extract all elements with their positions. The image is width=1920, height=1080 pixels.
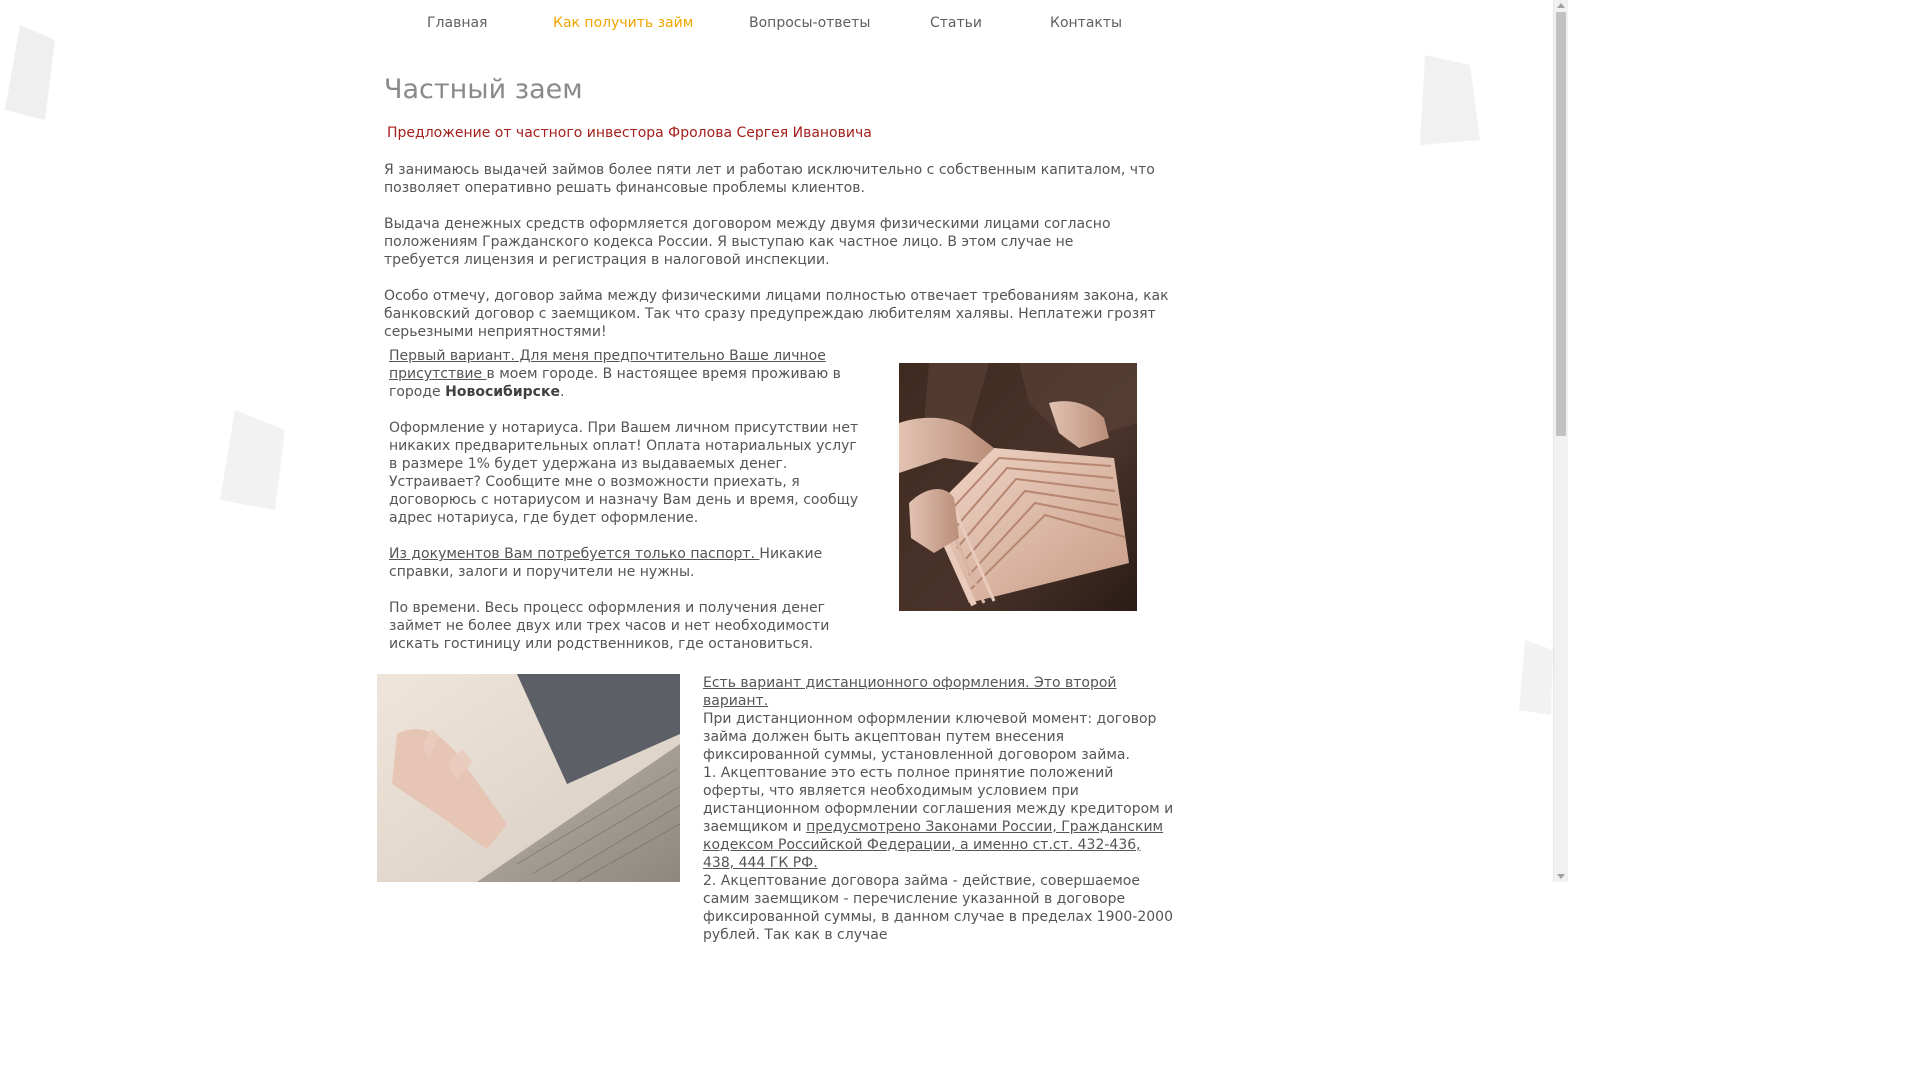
background-decoration-left-icon	[0, 20, 60, 130]
page-title: Частный заем	[384, 74, 583, 105]
background-decoration-right-icon	[1410, 50, 1485, 150]
money-handout-photo	[899, 363, 1137, 611]
scrollbar-thumb[interactable]	[1556, 12, 1566, 436]
option1-documents-rest: Никакие справки, залоги и поручители не нужны.	[389, 546, 823, 580]
intro-paragraph-contract: Выдача денежных средств оформляется договором между двумя физическими лицами согласно положениям Гражданского кодекса России. Я выступаю как частное лицо. В этом случае не требуется лицензия и регистрация в налоговой инспекции.	[384, 216, 1111, 268]
investor-subtitle: Предложение от частного инвестора Фролова Сергея Ивановича	[387, 125, 872, 141]
option1-documents-underlined: Из документов Вам потребуется только паспорт.	[389, 546, 760, 562]
nav-item-faq[interactable]: Вопросы-ответы	[749, 15, 871, 31]
option1-heading-underlined: Первый вариант. Для меня предпочтительно Ваше личное присутствие	[389, 348, 826, 382]
option1-heading-rest: в моем городе. В настоящее время проживаю в городе	[389, 366, 841, 400]
nav-item-home[interactable]: Главная	[427, 15, 488, 31]
option1-heading	[389, 347, 864, 401]
option2-section	[703, 674, 1175, 944]
option1-notary-paragraph: Оформление у нотариуса. При Вашем личном присутствии нет никаких предварительных оплат! Оплата нотариальных услуг в размере 1% будет удержана из выдаваемых денег. Устраивает? Сообщите мне о возможности приехать, я договорюсь с нотариусом и назначу Вам день и время, сообщу адрес нотариуса, где будет оформление.	[389, 420, 859, 526]
vertical-scrollbar[interactable]	[1553, 0, 1568, 882]
nav-item-articles[interactable]: Статьи	[930, 15, 983, 31]
nav-item-contacts[interactable]: Контакты	[1050, 15, 1123, 31]
option1-city-suffix: .	[559, 384, 565, 400]
option1-city: Новосибирске	[445, 384, 560, 400]
option2-point1-law-link[interactable]: предусмотрено Законами России, Гражданским кодексом Российской Федерации, а именно ст.ст. 432-436, 438, 444 ГК РФ.	[703, 819, 1164, 871]
scroll-up-arrow-icon[interactable]	[1557, 3, 1565, 8]
intro-paragraph-experience: Я занимаюсь выдачей займов более пяти лет и работаю исключительно с собственным капиталом, что позволяет оперативно решать финансовые проблемы клиентов.	[384, 162, 1155, 196]
background-decoration-mid-icon	[215, 405, 295, 515]
background-decoration-bottom-right-icon	[1515, 635, 1555, 720]
option2-heading: Есть вариант дистанционного оформления. Это второй вариант.	[703, 675, 1117, 709]
scroll-down-arrow-icon[interactable]	[1557, 874, 1565, 879]
option1-time-paragraph: По времени. Весь процесс оформления и получения денег займет не более двух или трех часов и нет необходимости искать гостиницу или родственников, где остановиться.	[389, 600, 830, 652]
main-navigation	[384, 0, 1164, 52]
nav-item-how-to-get-loan[interactable]: Как получить займ	[553, 15, 694, 31]
option2-intro-line: При дистанционном оформлении ключевой момент: договор займа должен быть акцептован путем внесения фиксированной суммы, установленной договором займа.	[703, 711, 1157, 763]
option1-section	[389, 347, 864, 653]
option2-point1-text: 1. Акцептование это есть полное принятие положений оферты, что является необходимым условием при дистанционном оформлении соглашения между кредитором и заемщиком и	[703, 765, 1174, 835]
option1-documents-paragraph	[389, 545, 864, 581]
option2-point2: 2. Акцептование договора займа - действие, совершаемое самим заемщиком - перечисление указанной в договоре фиксированной суммы, в данном случае в пределах 1900-2000 рублей. Так как в случае	[703, 873, 1173, 943]
intro-paragraph-legal: Особо отмечу, договор займа между физическими лицами полностью отвечает требованиям закона, как банковский договор с заемщиком. Так что сразу предупреждаю любителям халявы. Неплатежи грозят серьезными неприятностями!	[384, 288, 1169, 340]
laptop-typing-photo	[377, 674, 680, 882]
option2-point1	[703, 764, 1175, 872]
